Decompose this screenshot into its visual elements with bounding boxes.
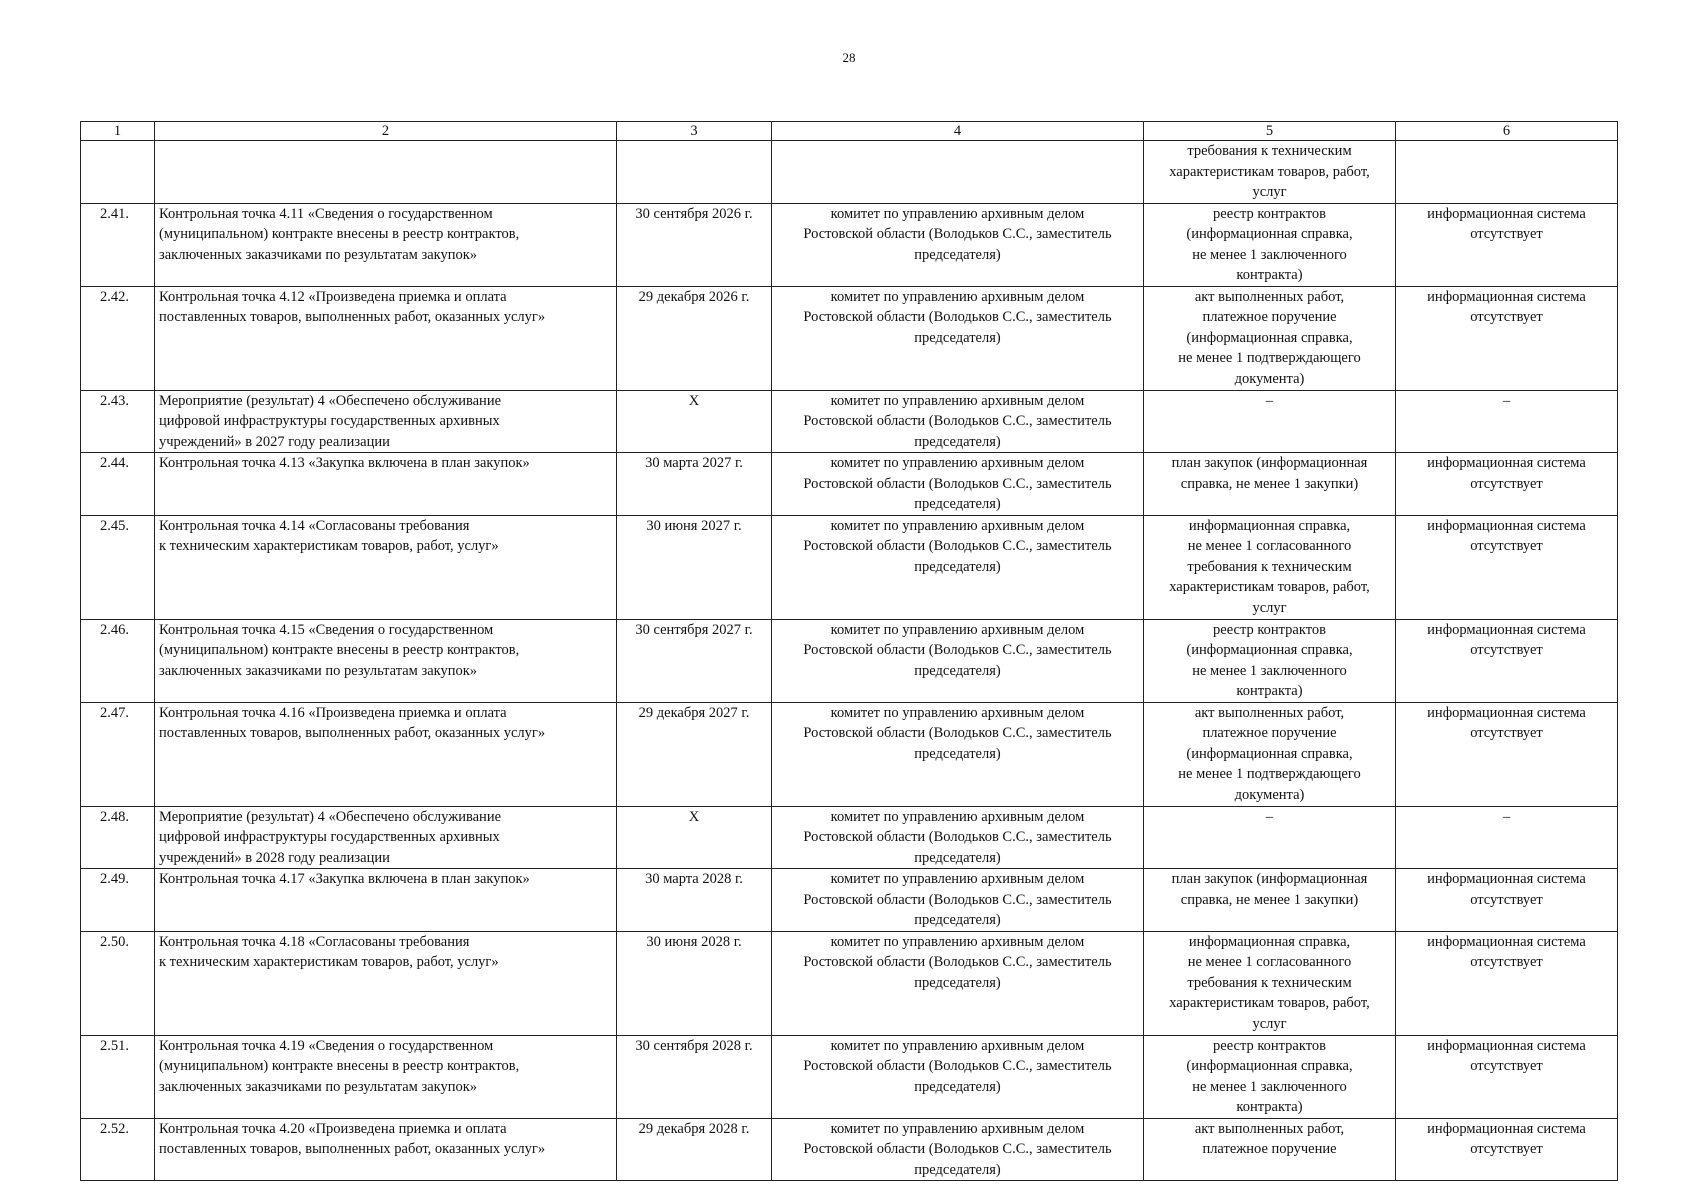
row-date: 30 сентября 2028 г. <box>617 1035 772 1118</box>
row-responsible <box>772 931 1144 1035</box>
row-name <box>155 1118 617 1181</box>
row-number: 2.45. <box>81 515 155 619</box>
page-number: 28 <box>842 50 856 65</box>
row-name <box>155 869 617 932</box>
row-name <box>155 931 617 1035</box>
row-number: 2.41. <box>81 203 155 286</box>
row-document <box>1144 869 1396 932</box>
table-row <box>81 702 1618 806</box>
row-system <box>1396 515 1618 619</box>
row-date: 30 июня 2028 г. <box>617 931 772 1035</box>
row-document <box>1144 931 1396 1035</box>
row-responsible-text: комитет по управлению архивным делом Ростовской области (Володьков С.С., заместитель председателя) <box>803 933 1112 991</box>
row-name-text: Мероприятие (результат) 4 «Обеспечено обслуживание цифровой инфраструктуры государственных архивных учреждений» в 2028 году реализации <box>159 808 502 866</box>
row-name-text: Контрольная точка 4.15 «Сведения о государственном (муниципальном) контракте внесены в реестр контрактов, заключенных заказчиками по результатам закупок» <box>159 621 520 679</box>
table-row <box>81 141 1618 204</box>
row-responsible-text: комитет по управлению архивным делом Ростовской области (Володьков С.С., заместитель председателя) <box>803 808 1112 866</box>
row-number: 2.52. <box>81 1118 155 1181</box>
row-name <box>155 141 617 204</box>
row-system-text: – <box>1502 392 1511 409</box>
row-document <box>1144 390 1396 453</box>
row-system <box>1396 203 1618 286</box>
row-name-text: Контрольная точка 4.12 «Произведена приемка и оплата поставленных товаров, выполненных работ, оказанных услуг» <box>159 288 546 325</box>
row-name-text: Контрольная точка 4.13 «Закупка включена в план закупок» <box>159 455 530 471</box>
row-responsible <box>772 286 1144 390</box>
row-number: 2.46. <box>81 619 155 702</box>
row-name <box>155 806 617 869</box>
table-row <box>81 619 1618 702</box>
row-date: X <box>617 806 772 869</box>
row-system <box>1396 1035 1618 1118</box>
row-name <box>155 619 617 702</box>
row-system-text: – <box>1502 808 1511 825</box>
table-row <box>81 806 1618 869</box>
row-name <box>155 1035 617 1118</box>
row-name-text: Контрольная точка 4.17 «Закупка включена в план закупок» <box>159 871 530 887</box>
row-name-text: Контрольная точка 4.18 «Согласованы требования к техническим характеристикам товаров, работ, услуг» <box>159 933 499 970</box>
row-document <box>1144 453 1396 516</box>
row-system-text: информационная система отсутствует <box>1427 1120 1586 1157</box>
row-system <box>1396 619 1618 702</box>
row-responsible <box>772 515 1144 619</box>
row-date: 29 декабря 2028 г. <box>617 1118 772 1181</box>
row-document-text: информационная справка, не менее 1 согласованного требования к техническим характеристикам товаров, работ, услуг <box>1169 517 1370 616</box>
header-col-2: 2 <box>155 122 617 141</box>
table-row <box>81 203 1618 286</box>
row-system-text: информационная система отсутствует <box>1427 205 1586 242</box>
row-document-text: реестр контрактов (информационная справка, не менее 1 заключенного контракта) <box>1186 621 1353 699</box>
row-number: 2.43. <box>81 390 155 453</box>
row-system-text: информационная система отсутствует <box>1427 621 1586 658</box>
header-col-1: 1 <box>81 122 155 141</box>
row-system-text: информационная система отсутствует <box>1427 288 1586 325</box>
row-number: 2.49. <box>81 869 155 932</box>
row-document <box>1144 286 1396 390</box>
row-document <box>1144 702 1396 806</box>
row-system <box>1396 869 1618 932</box>
row-date: 30 сентября 2026 г. <box>617 203 772 286</box>
row-responsible <box>772 203 1144 286</box>
row-responsible-text: комитет по управлению архивным делом Ростовской области (Володьков С.С., заместитель председателя) <box>803 1120 1112 1178</box>
row-name-text: Мероприятие (результат) 4 «Обеспечено обслуживание цифровой инфраструктуры государственных архивных учреждений» в 2027 году реализации <box>159 392 502 450</box>
row-responsible-text: комитет по управлению архивным делом Ростовской области (Володьков С.С., заместитель председателя) <box>803 517 1112 575</box>
row-system-text: информационная система отсутствует <box>1427 704 1586 741</box>
row-document-text: требования к техническим характеристикам товаров, работ, услуг <box>1169 143 1370 200</box>
row-document <box>1144 806 1396 869</box>
row-responsible <box>772 390 1144 453</box>
row-name <box>155 390 617 453</box>
table-row <box>81 453 1618 516</box>
row-document-text: план закупок (информационная справка, не менее 1 закупки) <box>1171 871 1368 908</box>
row-responsible-text: комитет по управлению архивным делом Ростовской области (Володьков С.С., заместитель председателя) <box>803 455 1112 512</box>
row-responsible <box>772 453 1144 516</box>
row-document <box>1144 1035 1396 1118</box>
table-row <box>81 286 1618 390</box>
row-number: 2.47. <box>81 702 155 806</box>
row-document <box>1144 619 1396 702</box>
row-document-text: акт выполненных работ, платежное поручение <box>1194 1120 1345 1157</box>
header-col-5: 5 <box>1144 122 1396 141</box>
header-col-3: 3 <box>617 122 772 141</box>
row-number: 2.42. <box>81 286 155 390</box>
row-date <box>617 141 772 204</box>
row-system-text: информационная система отсутствует <box>1427 871 1586 908</box>
header-col-4: 4 <box>772 122 1144 141</box>
row-document-text: – <box>1265 808 1274 825</box>
table-row <box>81 1035 1618 1118</box>
row-document <box>1144 1118 1396 1181</box>
row-name-text: Контрольная точка 4.16 «Произведена приемка и оплата поставленных товаров, выполненных работ, оказанных услуг» <box>159 704 546 741</box>
row-system-text: информационная система отсутствует <box>1427 1037 1586 1074</box>
row-responsible <box>772 141 1144 204</box>
row-responsible-text: комитет по управлению архивным делом Ростовской области (Володьков С.С., заместитель председателя) <box>803 871 1112 928</box>
row-responsible <box>772 1118 1144 1181</box>
table-row <box>81 1118 1618 1181</box>
table-row <box>81 869 1618 932</box>
row-responsible <box>772 806 1144 869</box>
row-responsible <box>772 702 1144 806</box>
row-responsible <box>772 1035 1144 1118</box>
row-document <box>1144 515 1396 619</box>
row-system <box>1396 806 1618 869</box>
header-row <box>81 122 1618 141</box>
row-number: 2.51. <box>81 1035 155 1118</box>
row-number <box>81 141 155 204</box>
row-document-text: акт выполненных работ, платежное поручение (информационная справка, не менее 1 подтверждающего документа) <box>1178 704 1361 803</box>
row-system <box>1396 286 1618 390</box>
table-row <box>81 931 1618 1035</box>
row-responsible-text: комитет по управлению архивным делом Ростовской области (Володьков С.С., заместитель председателя) <box>803 392 1112 450</box>
row-document-text: план закупок (информационная справка, не менее 1 закупки) <box>1171 455 1368 492</box>
row-responsible <box>772 869 1144 932</box>
row-name <box>155 203 617 286</box>
row-date: X <box>617 390 772 453</box>
row-system <box>1396 453 1618 516</box>
row-number: 2.48. <box>81 806 155 869</box>
row-responsible-text: комитет по управлению архивным делом Ростовской области (Володьков С.С., заместитель председателя) <box>803 621 1112 679</box>
row-date: 30 марта 2028 г. <box>617 869 772 932</box>
row-responsible-text: комитет по управлению архивным делом Ростовской области (Володьков С.С., заместитель председателя) <box>803 205 1112 263</box>
row-system-text: информационная система отсутствует <box>1427 933 1586 970</box>
row-name-text: Контрольная точка 4.14 «Согласованы требования к техническим характеристикам товаров, работ, услуг» <box>159 517 499 554</box>
row-document-text: информационная справка, не менее 1 согласованного требования к техническим характеристикам товаров, работ, услуг <box>1169 933 1370 1032</box>
row-responsible <box>772 619 1144 702</box>
row-name-text: Контрольная точка 4.11 «Сведения о государственном (муниципальном) контракте внесены в реестр контрактов, заключенных заказчиками по результатам закупок» <box>159 205 520 263</box>
row-date: 30 июня 2027 г. <box>617 515 772 619</box>
row-date: 29 декабря 2026 г. <box>617 286 772 390</box>
row-document-text: реестр контрактов (информационная справка, не менее 1 заключенного контракта) <box>1186 205 1353 283</box>
row-name <box>155 702 617 806</box>
row-name <box>155 515 617 619</box>
plan-table <box>80 121 1618 1181</box>
row-document-text: – <box>1265 392 1274 409</box>
table-row <box>81 390 1618 453</box>
row-system <box>1396 931 1618 1035</box>
row-name <box>155 286 617 390</box>
row-system <box>1396 141 1618 204</box>
row-number: 2.50. <box>81 931 155 1035</box>
header-col-6: 6 <box>1396 122 1618 141</box>
row-document <box>1144 141 1396 204</box>
row-name-text: Контрольная точка 4.19 «Сведения о государственном (муниципальном) контракте внесены в реестр контрактов, заключенных заказчиками по результатам закупок» <box>159 1037 520 1095</box>
row-responsible-text: комитет по управлению архивным делом Ростовской области (Володьков С.С., заместитель председателя) <box>803 288 1112 346</box>
row-number: 2.44. <box>81 453 155 516</box>
row-system <box>1396 390 1618 453</box>
row-system-text: информационная система отсутствует <box>1427 517 1586 554</box>
row-document-text: акт выполненных работ, платежное поручение (информационная справка, не менее 1 подтверждающего документа) <box>1178 288 1361 387</box>
row-name <box>155 453 617 516</box>
row-date: 30 марта 2027 г. <box>617 453 772 516</box>
row-system-text: информационная система отсутствует <box>1427 455 1586 492</box>
row-document <box>1144 203 1396 286</box>
row-system <box>1396 702 1618 806</box>
row-responsible-text: комитет по управлению архивным делом Ростовской области (Володьков С.С., заместитель председателя) <box>803 704 1112 762</box>
row-name-text: Контрольная точка 4.20 «Произведена приемка и оплата поставленных товаров, выполненных работ, оказанных услуг» <box>159 1120 546 1157</box>
table-row <box>81 515 1618 619</box>
row-date: 29 декабря 2027 г. <box>617 702 772 806</box>
row-responsible-text: комитет по управлению архивным делом Ростовской области (Володьков С.С., заместитель председателя) <box>803 1037 1112 1095</box>
row-date: 30 сентября 2027 г. <box>617 619 772 702</box>
row-system <box>1396 1118 1618 1181</box>
row-document-text: реестр контрактов (информационная справка, не менее 1 заключенного контракта) <box>1186 1037 1353 1115</box>
